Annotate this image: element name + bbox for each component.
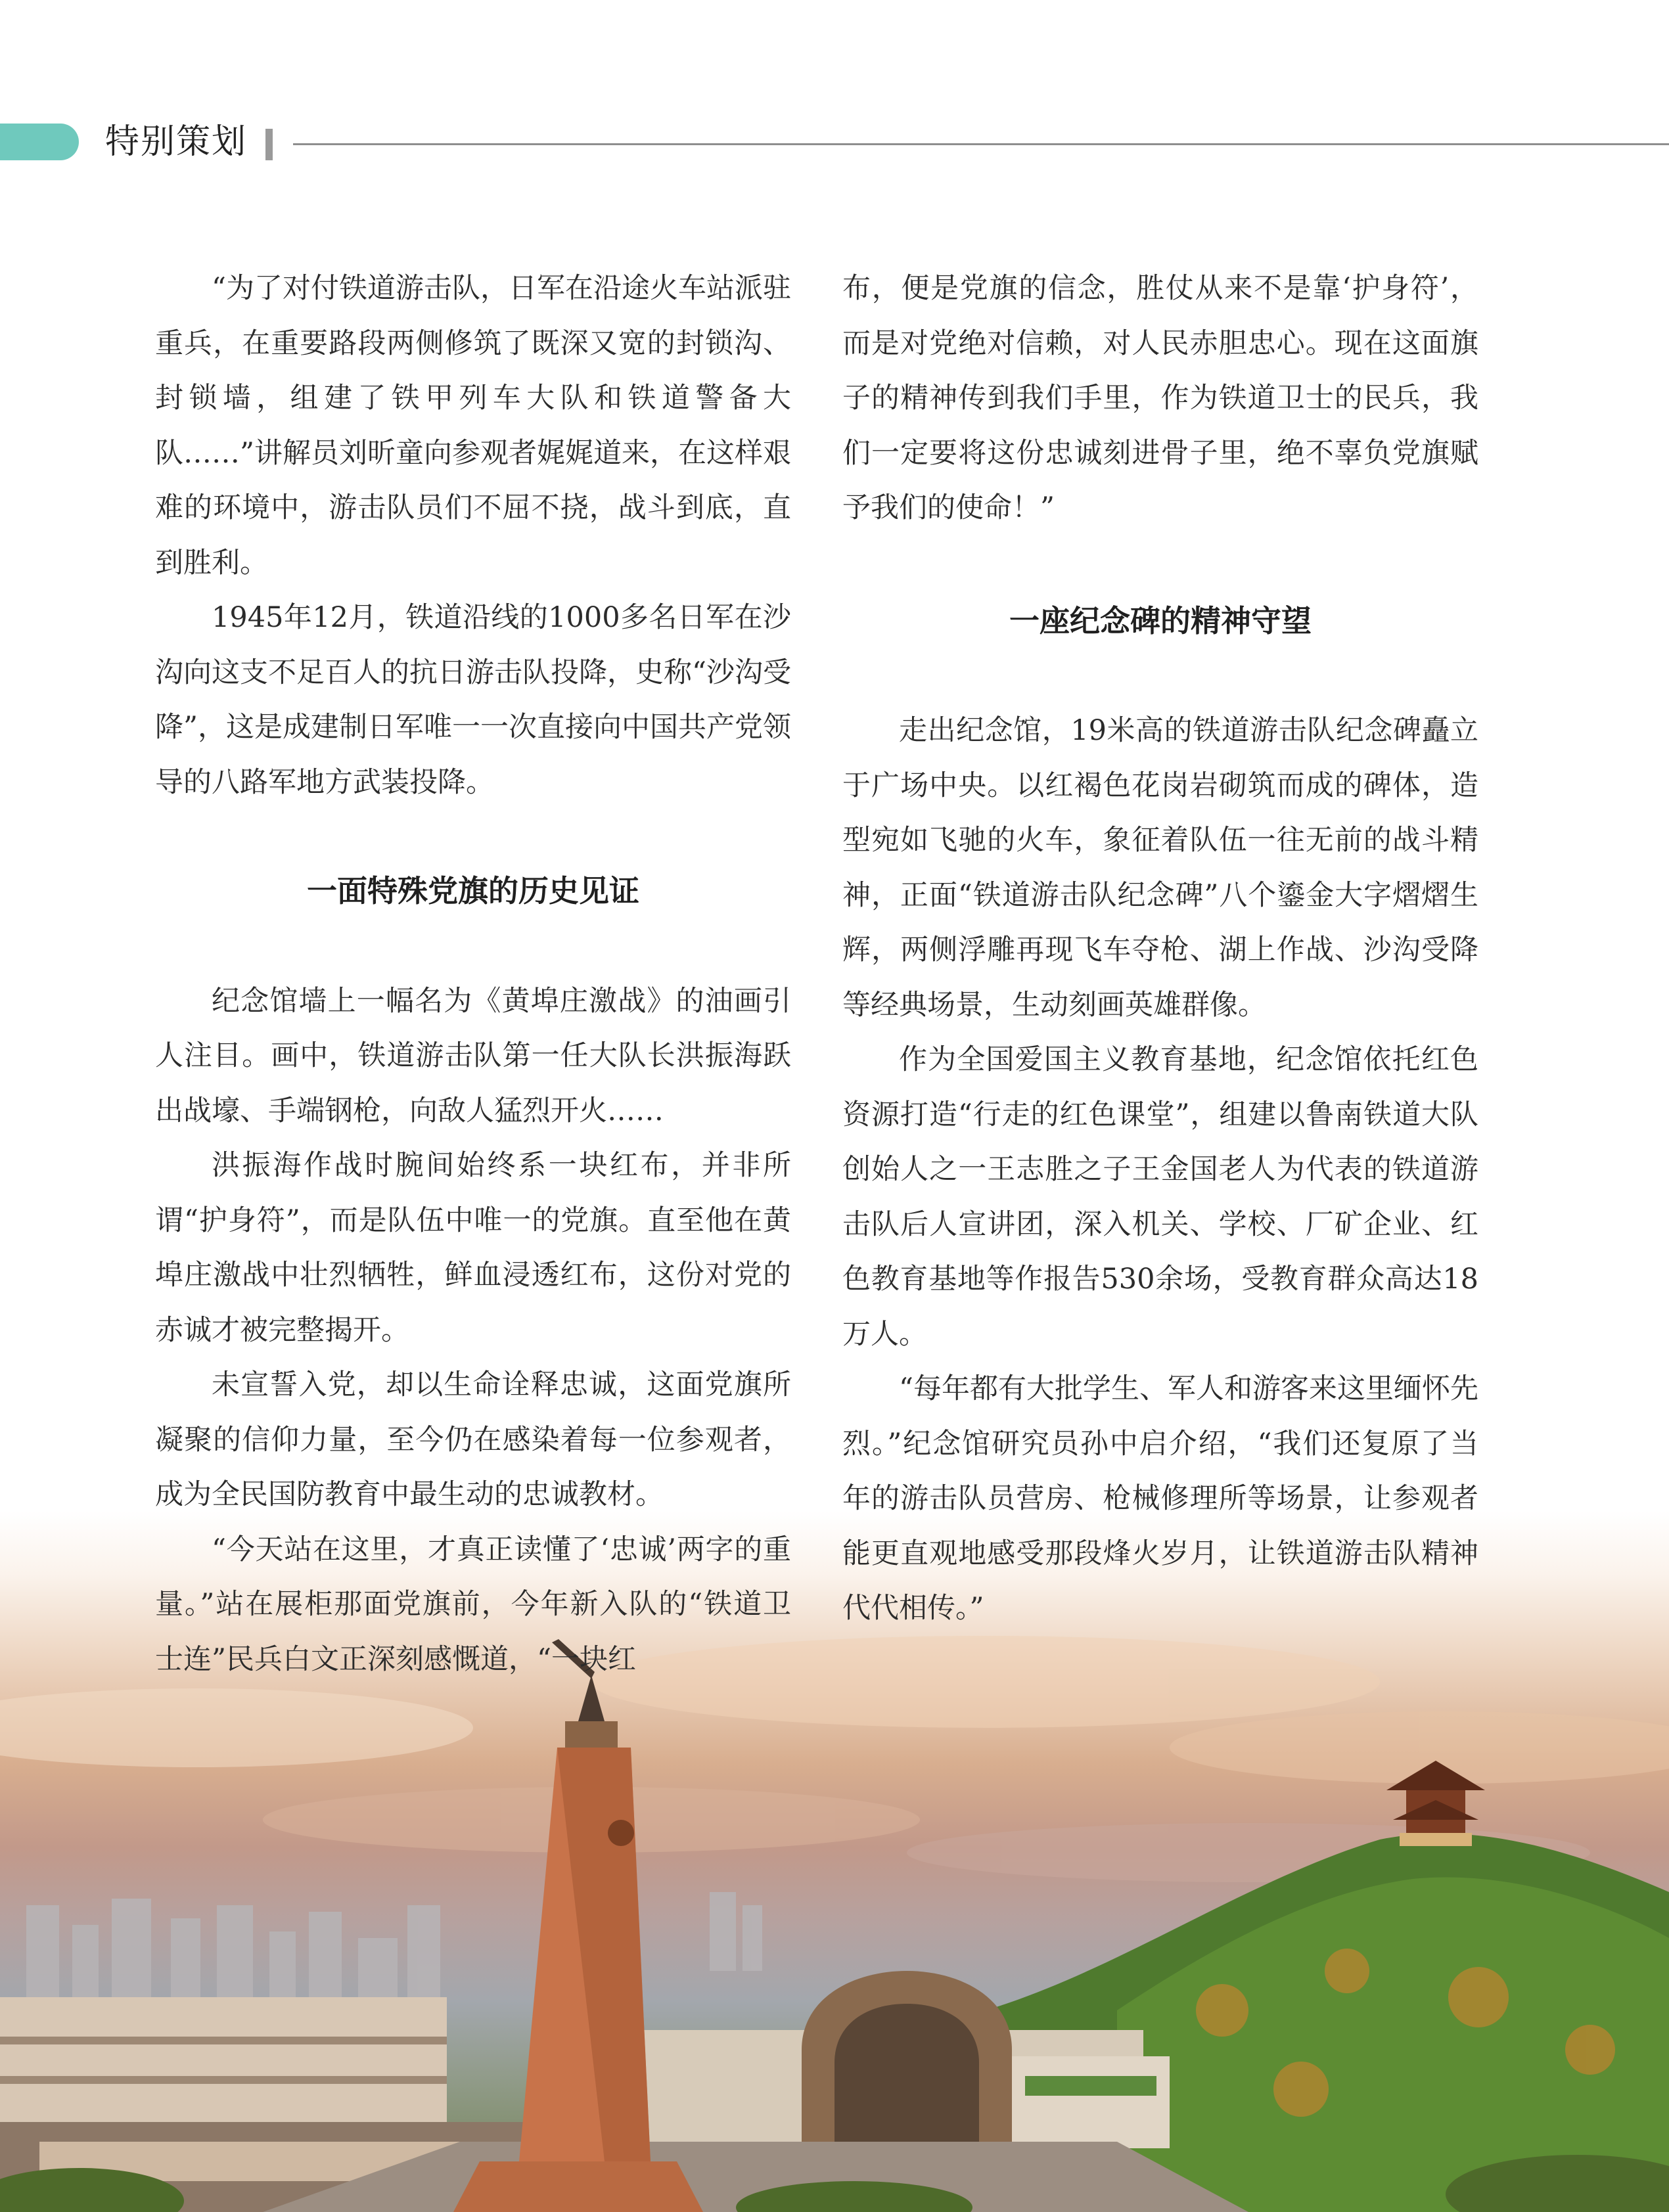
distant-city-skyline	[26, 1892, 762, 1997]
paragraph: 未宣誓入党，却以生命诠释忠诚，这面党旗所凝聚的信仰力量，至今仍在感染着每一位参观者，成为全民国防教育中最生动的忠诚教材。	[155, 1368, 791, 1511]
section-heading: 一面特殊党旗的历史见证	[307, 873, 639, 909]
paragraph: 1945年12月，铁道沿线的1000多名日军在沙沟向这支不足百人的抗日游击队投降，史称“沙沟受降”，这是成建制日军唯一一次直接向中国共产党领导的八路军地方武装投降。	[155, 601, 791, 799]
paragraph: “为了对付铁道游击队，日军在沿途火车站派驻重兵，在重要路段两侧修筑了既深又宽的封锁沟、封锁墙，组建了铁甲列车大队和铁道警备大队……”讲解员刘昕童向参观者娓娓道来，在这样艰难的环境中，游击队员们不屈不挠，战斗到底，直到胜利。	[155, 272, 791, 579]
paragraph: 洪振海作战时腕间始终系一块红布，并非所谓“护身符”，而是队伍中唯一的党旗。直至他在黄埠庄激战中壮烈牺牲，鲜血浸透红布，这份对党的赤诚才被完整揭开。	[155, 1149, 791, 1347]
header-rule	[293, 143, 1669, 145]
paragraph: 走出纪念馆，19米高的铁道游击队纪念碑矗立于广场中央。以红褐色花岗岩砌筑而成的碑体，造型宛如飞驰的火车，象征着队伍一往无前的战斗精神，正面“铁道游击队纪念碑”八个鎏金大字熠熠生辉，两侧浮雕再现飞车夺枪、湖上作战、沙沟受降等经典场景，生动刻画英雄群像。	[842, 714, 1478, 1022]
paragraph: 作为全国爱国主义教育基地，纪念馆依托红色资源打造“行走的红色课堂”，组建以鲁南铁道大队创始人之一王志胜之子王金国老人为代表的铁道游击队后人宣讲团，深入机关、学校、厂矿企业、红色教育基地等作报告530余场，受教育群众高达18万人。	[842, 1043, 1478, 1351]
section-heading: 一座纪念碑的精神守望	[1009, 602, 1312, 639]
section-label: 特别策划	[105, 122, 248, 162]
right-text-column	[842, 261, 1478, 1636]
left-text-column	[155, 261, 791, 1687]
paragraph: 布，便是党旗的信念，胜仗从来不是靠‘护身符’，而是对党绝对信赖，对人民赤胆忠心。现在这面旗子的精神传到我们手里，作为铁道卫士的民兵，我们一定要将这份忠诚刻进骨子里，绝不辜负党旗赋予我们的使命！”	[842, 272, 1478, 524]
paragraph: 纪念馆墙上一幅名为《黄埠庄激战》的油画引人注目。画中，铁道游击队第一任大队长洪振海跃出战壕、手端钢枪，向敌人猛烈开火……	[155, 984, 791, 1127]
header-separator-bar	[265, 129, 273, 160]
header-accent-tab	[0, 124, 79, 160]
paragraph: “每年都有大批学生、军人和游客来这里缅怀先烈。”纪念馆研究员孙中启介绍，“我们还复原了当年的游击队员营房、枪械修理所等场景，让参观者能更直观地感受那段烽火岁月，让铁道游击队精神代代相传。”	[842, 1372, 1478, 1625]
paragraph: “今天站在这里，才真正读懂了‘忠诚’两字的重量。”站在展柜那面党旗前，今年新入队的“铁道卫士连”民兵白文正深刻感慨道，“一块红	[155, 1533, 791, 1676]
